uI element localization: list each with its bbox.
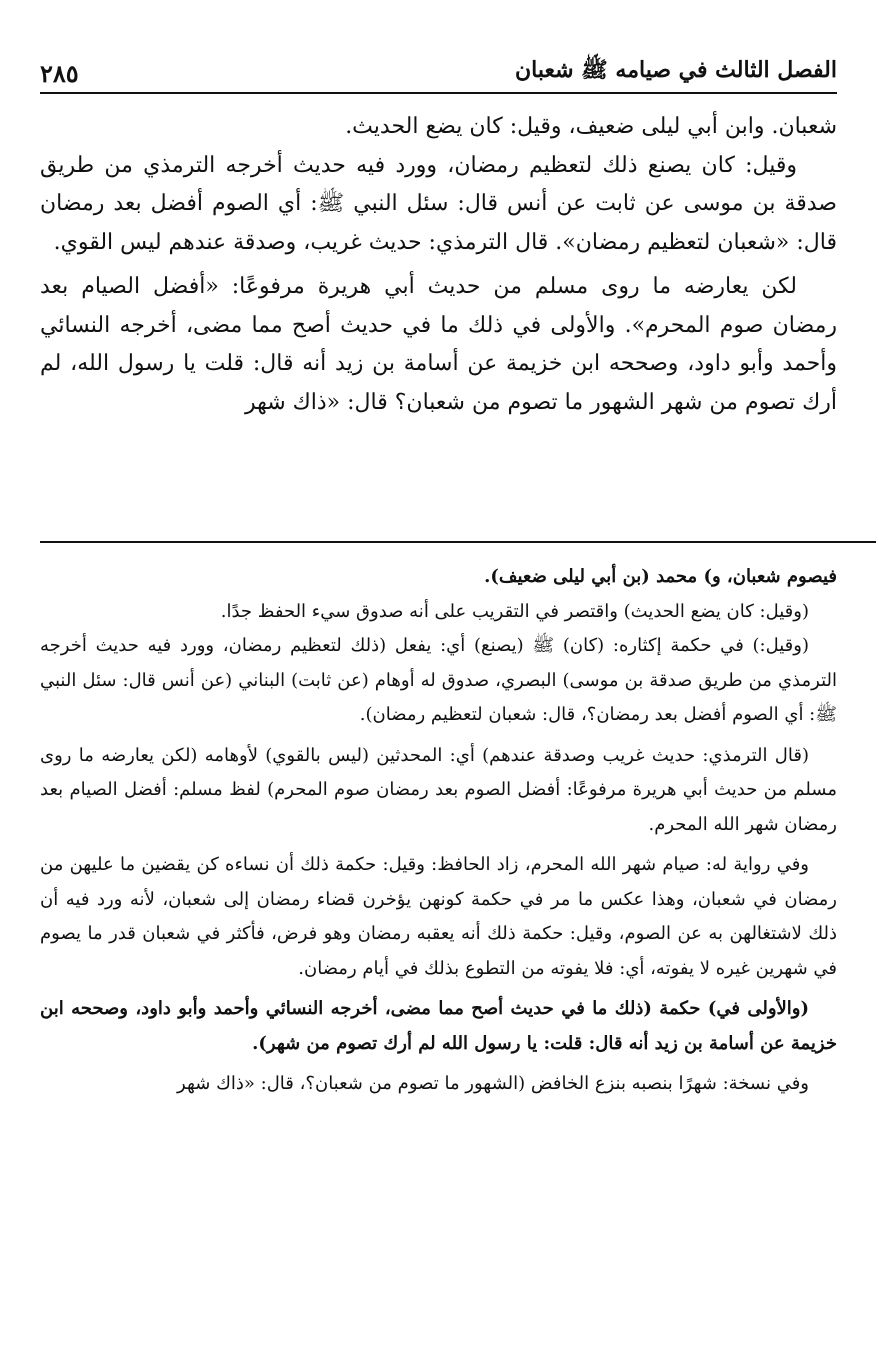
commentary-paragraph: (وقيل: كان يضع الحديث) واقتصر في التقريب على أنه صدوق سيء الحفظ جدًا. xyxy=(220,600,809,622)
commentary-paragraph: (قال الترمذي: حديث غريب وصدقة عندهم) أي: المحدثين (ليس بالقوي) لأوهامه (لكن يعارضه ما روى مسلم من حديث أبي هريرة مرفوعًا: أفضل الصوم بعد رمضان صوم المحرم) لفظ مسلم: أفضل الصيام بعد رمضان شهر الله المحرم. xyxy=(40,744,837,835)
commentary-paragraph: وفي رواية له: صيام شهر الله المحرم، زاد الحافظ: وقيل: حكمة ذلك أن نساءه كن يقضين ما عليهن من رمضان في شعبان، وهذا عكس ما مر في حكمة كونهن يؤخرن قضاء رمضان إلى شعبان، لأنه ورد فيه أن ذلك لاشتغالهن به عن الصوم، وقيل: حكمة ذلك أنه يعقبه رمضان وهو فرض، فأكثر في شعبان قدر ما يصوم في شهرين غيره لا يفوته، أي: فلا يفوته من التطوع بذلك في أيام رمضان. xyxy=(40,854,837,979)
page-number: ٢٨٥ xyxy=(40,59,79,88)
main-paragraph: شعبان. وابن أبي ليلى ضعيف، وقيل: كان يضع الحديث. xyxy=(345,114,837,139)
main-paragraph: وقيل: كان يصنع ذلك لتعظيم رمضان، وورد فيه حديث أخرجه الترمذي من طريق صدقة بن موسى عن ثابت عن أنس قال: سئل النبي ﷺ: أي الصوم أفضل بعد رمضان قال: «شعبان لتعظيم رمضان». قال الترمذي: حديث غريب، وصدقة عندهم ليس القوي. xyxy=(40,152,837,255)
commentary-paragraph: وفي نسخة: شهرًا بنصبه بنزع الخافض (الشهور ما تصوم من شعبان؟، قال: «ذاك شهر xyxy=(177,1073,809,1094)
main-text xyxy=(40,108,837,422)
commentary-text xyxy=(40,560,837,1102)
commentary-paragraph: (والأولى في) حكمة (ذلك ما في حديث أصح مما مضى، أخرجه النسائي وأحمد وأبو داود، وصححه ابن خزيمة عن أسامة بن زيد أنه قال: قلت: يا رسول الله لم أرك تصوم من شهر). xyxy=(40,998,837,1054)
commentary-paragraph: (وقيل:) في حكمة إكثاره: (كان) ﷺ (يصنع) أي: يفعل (ذلك لتعظيم رمضان، وورد فيه حديث أخرجه الترمذي من طريق صدقة بن موسى) البصري، صدوق له أوهام (عن ثابت) البناني (عن أنس قال: سئل النبي ﷺ: أي الصوم أفضل بعد رمضان؟، قال: شعبان لتعظيم رمضان). xyxy=(40,635,837,725)
page-header xyxy=(40,40,837,94)
commentary-paragraph: فيصوم شعبان، و) محمد (بن أبي ليلى ضعيف). xyxy=(484,566,837,587)
footnote-divider xyxy=(40,541,876,543)
main-paragraph: لكن يعارضه ما روى مسلم من حديث أبي هريرة مرفوعًا: «أفضل الصيام بعد رمضان صوم المحرم». والأولى في ذلك ما في حديث أصح مما مضى، أخرجه النسائي وأحمد وأبو داود، وصححه ابن خزيمة عن أسامة بن زيد أنه قال: قلت يا رسول الله، لم أرك تصوم من شهر الشهور ما تصوم من شعبان؟ قال: «ذاك شهر xyxy=(40,274,837,415)
chapter-title: الفصل الثالث في صيامه ﷺ شعبان xyxy=(514,57,837,83)
